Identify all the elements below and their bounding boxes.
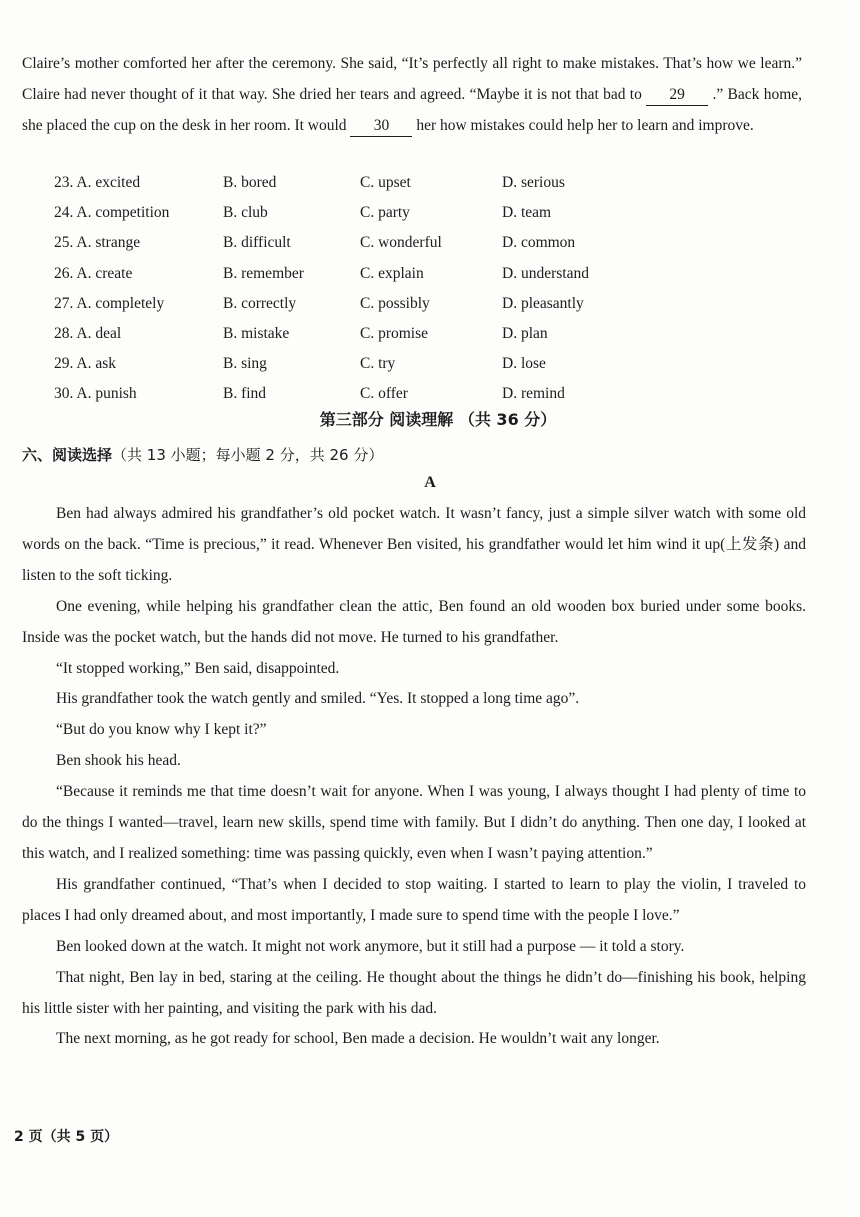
option-28-d: D. plan xyxy=(502,324,548,342)
option-row-24 xyxy=(54,198,654,228)
answer-options xyxy=(54,168,654,410)
option-23-b: B. bored xyxy=(223,174,277,191)
option-25-b: B. difficult xyxy=(223,234,291,252)
passage-paragraph: Ben looked down at the watch. It might not work anymore, but it still had a purpose — it told a story. xyxy=(56,937,685,955)
cloze-text-part-2: .” Back home, she placed the cup on the desk in her room. It would xyxy=(22,85,803,134)
cloze-passage-ending xyxy=(22,49,802,141)
option-29-b: B. sing xyxy=(223,355,267,373)
option-23-a: 23. A. excited xyxy=(54,174,141,191)
blank-29: 29 xyxy=(646,85,708,106)
option-27-d: D. pleasantly xyxy=(502,294,584,312)
passage-label: A xyxy=(424,474,436,491)
section-title: 六、阅读选择 xyxy=(22,446,113,464)
passage-paragraph: Ben shook his head. xyxy=(56,752,181,770)
cloze-text-part-1: Claire’s mother comforted her after the ceremony. She said, “It’s perfectly all right to make mistakes. That’s how we learn.” Claire had never thought of it that way. She dried her tears and agreed. “Maybe it is not that bad to xyxy=(22,55,802,103)
option-row-25 xyxy=(54,228,654,258)
passage-paragraph: That night, Ben lay in bed, staring at the ceiling. He thought about the things he didn’t do—finishing his book, helping his little sister with her painting, and visiting the park with his dad. xyxy=(22,968,806,1017)
passage-paragraph: Ben had always admired his grandfather’s old pocket watch. It wasn’t fancy, just a simple silver watch with some old words on the back. “Time is precious,” it read. Whenever Ben visited, his grandfather would let him wind it up(上发条) and listen to the soft ticking. xyxy=(22,505,806,584)
reading-passage xyxy=(22,499,806,1055)
option-30-a: 30. A. punish xyxy=(54,385,137,403)
option-29-a: 29. A. ask xyxy=(54,355,116,373)
option-30-d: D. remind xyxy=(502,385,565,403)
passage-paragraph: His grandfather took the watch gently and smiled. “Yes. It stopped a long time ago”. xyxy=(56,690,580,708)
section-heading xyxy=(22,440,383,470)
option-25-c: C. wonderful xyxy=(360,234,442,252)
option-row-26 xyxy=(54,259,654,289)
blank-30: 30 xyxy=(350,116,412,137)
option-26-d: D. understand xyxy=(502,264,589,282)
option-25-a: 25. A. strange xyxy=(54,234,141,252)
option-row-28 xyxy=(54,319,654,349)
passage-paragraph: “But do you know why I kept it?” xyxy=(56,721,267,739)
passage-paragraph: One evening, while helping his grandfather clean the attic, Ben found an old wooden box buried under some books. Inside was the pocket watch, but the hands did not move. He turned to his grandfather. xyxy=(22,597,806,646)
option-24-b: B. club xyxy=(223,204,268,222)
option-24-d: D. team xyxy=(502,204,552,222)
passage-paragraph: His grandfather continued, “That’s when I decided to stop waiting. I started to learn to play the violin, I traveled to places I had only dreamed about, and most importantly, I made sure to spend time with the people I love.” xyxy=(22,875,806,924)
option-26-a: 26. A. create xyxy=(54,264,133,282)
option-24-a: 24. A. competition xyxy=(54,204,170,222)
option-27-b: B. correctly xyxy=(223,294,297,312)
passage-paragraph: “Because it reminds me that time doesn’t wait for anyone. When I was young, I always thought I had plenty of time to do the things I wanted—travel, learn new skills, spend time with family. But I didn’t do anything. Then one day, I looked at this watch, and I realized something: time was passing quickly, even when I wasn’t paying attention.” xyxy=(22,783,806,862)
option-30-c: C. offer xyxy=(360,385,408,403)
option-27-a: 27. A. completely xyxy=(54,294,165,312)
option-29-c: C. try xyxy=(360,355,396,373)
option-row-23 xyxy=(54,168,654,198)
cloze-text-part-3: her how mistakes could help her to learn and improve. xyxy=(416,116,754,134)
option-28-a: 28. A. deal xyxy=(54,324,122,342)
option-24-c: C. party xyxy=(360,204,410,222)
passage-paragraph: “It stopped working,” Ben said, disappointed. xyxy=(56,659,340,677)
option-26-b: B. remember xyxy=(223,264,304,282)
option-28-c: C. promise xyxy=(360,324,429,342)
option-23-d: D. serious xyxy=(502,174,565,191)
option-29-d: D. lose xyxy=(502,355,546,373)
option-row-29 xyxy=(54,349,654,379)
option-28-b: B. mistake xyxy=(223,324,290,342)
section-note: （共 13 小题；每小题 2 分，共 26 分） xyxy=(112,446,384,464)
option-26-c: C. explain xyxy=(360,264,424,282)
option-30-b: B. find xyxy=(223,385,267,403)
page-footer: 2 页（共 5 页） xyxy=(14,1129,119,1145)
option-27-c: C. possibly xyxy=(360,294,430,312)
option-25-d: D. common xyxy=(502,234,576,252)
part-heading: 第三部分 阅读理解 （共 36 分） xyxy=(319,410,557,429)
option-row-27 xyxy=(54,289,654,319)
option-23-c: C. upset xyxy=(360,174,411,191)
passage-paragraph: The next morning, as he got ready for school, Ben made a decision. He wouldn’t wait any longer. xyxy=(56,1030,660,1048)
